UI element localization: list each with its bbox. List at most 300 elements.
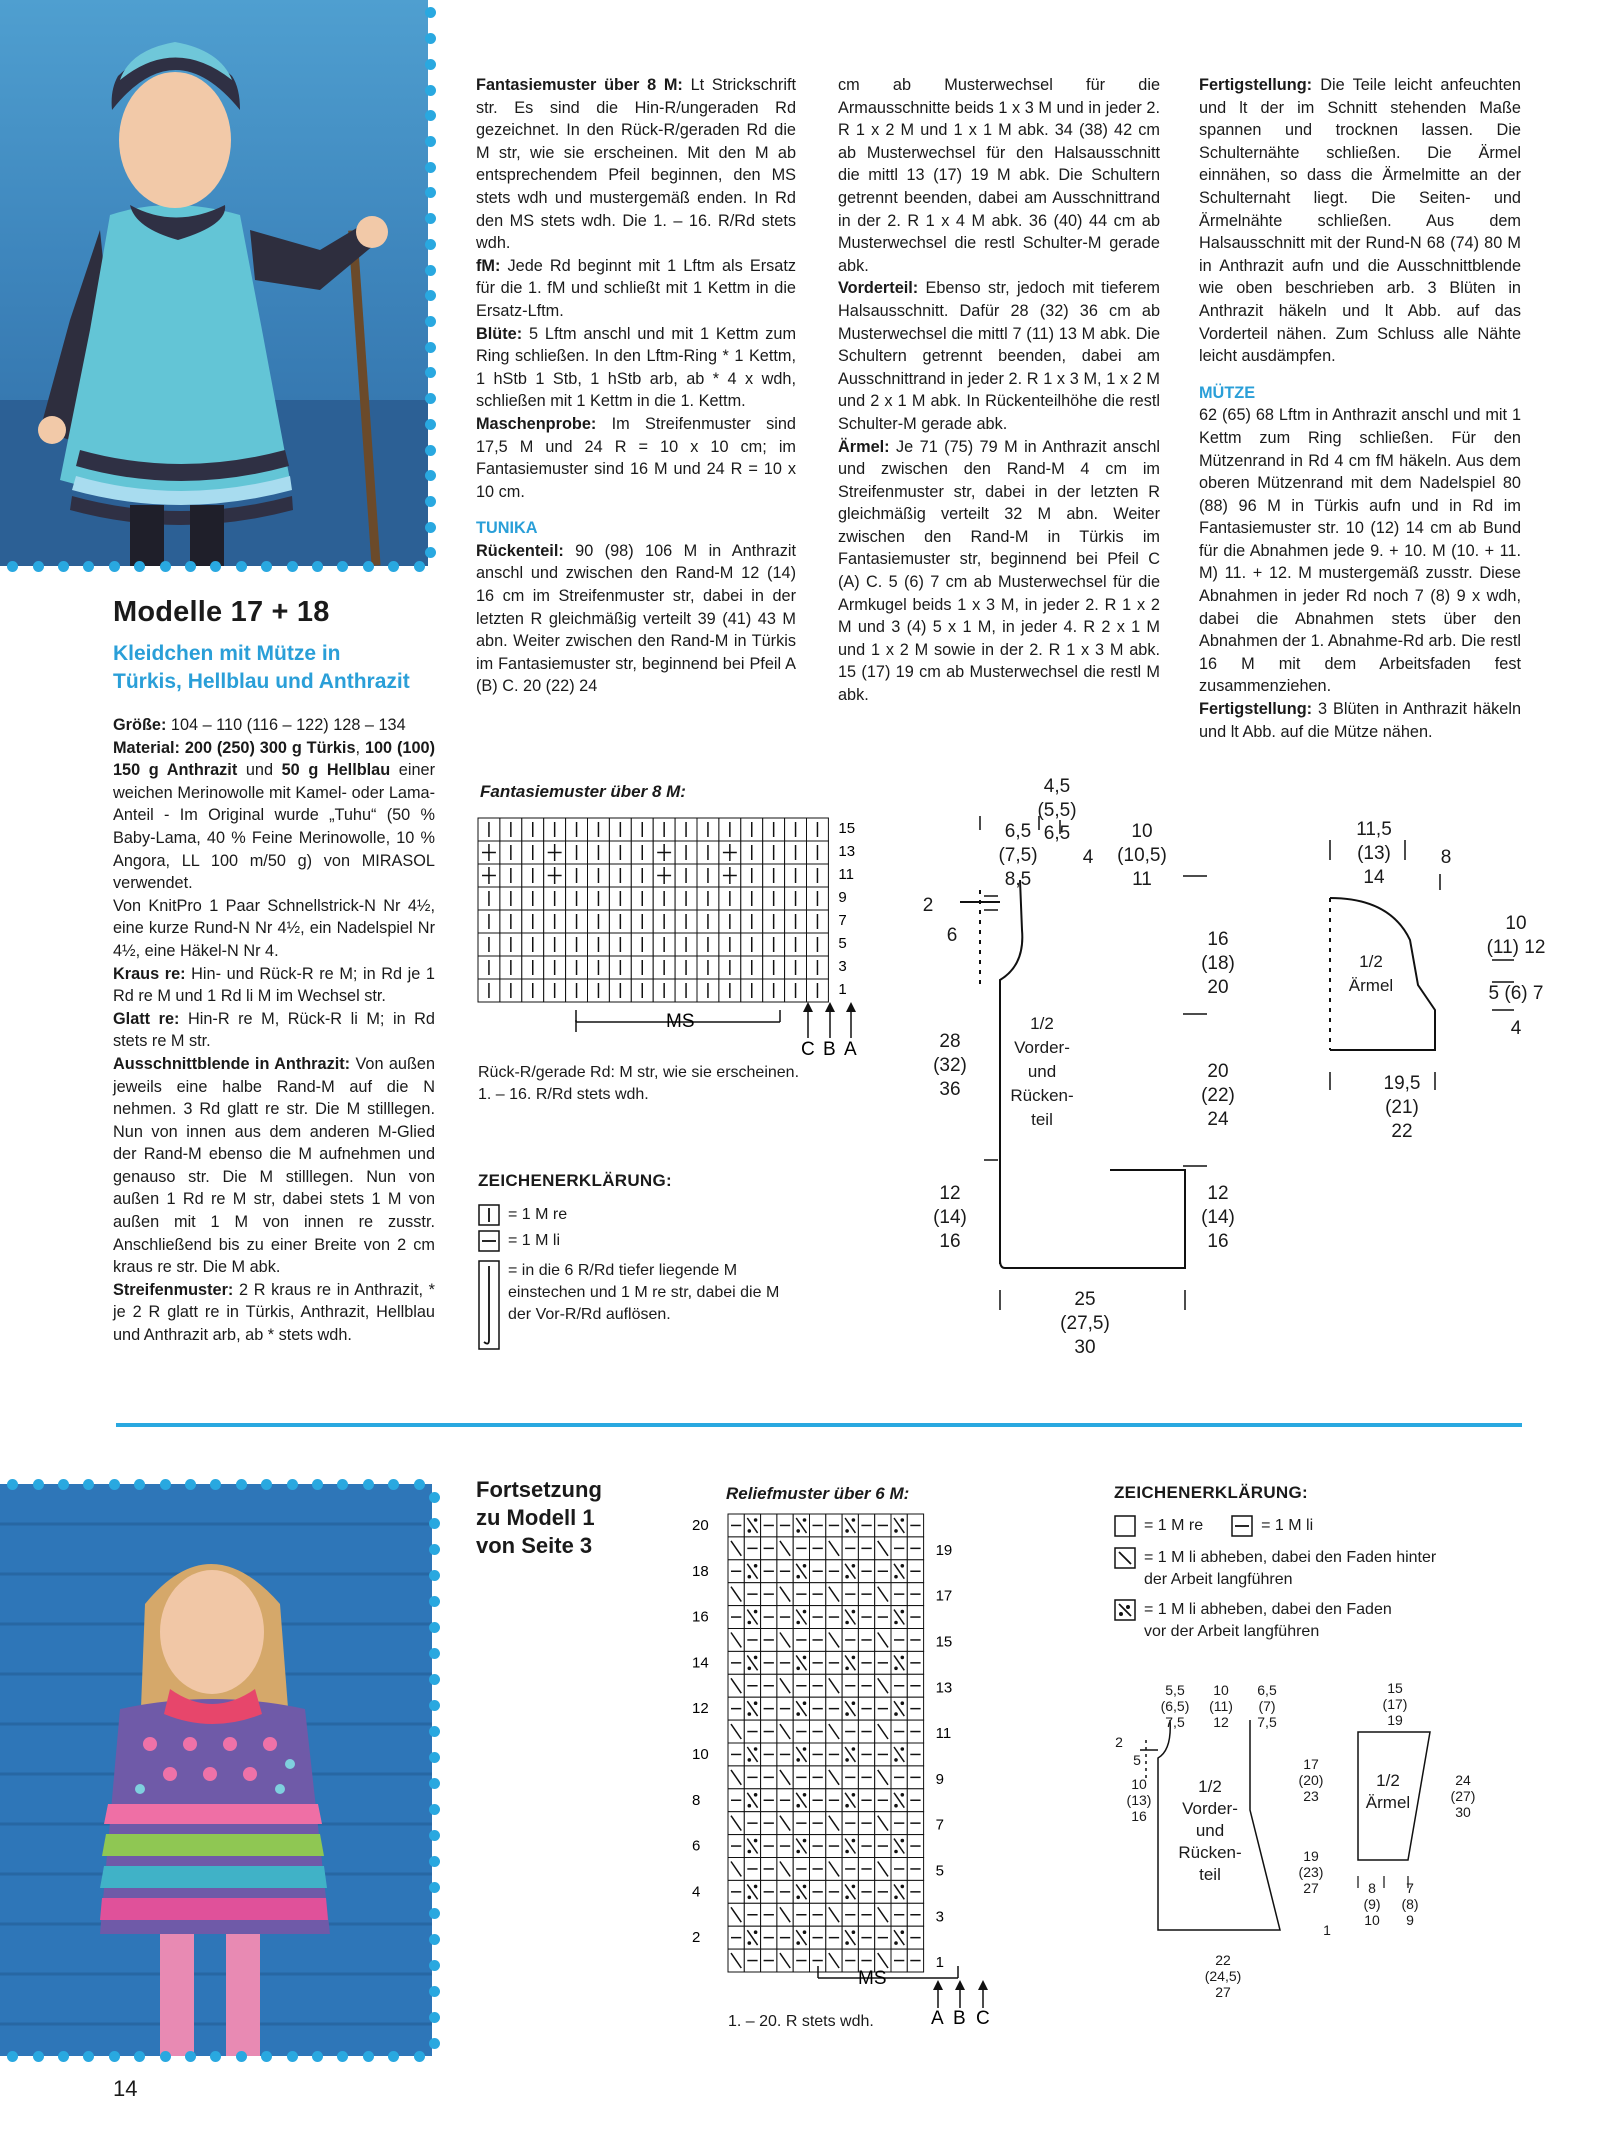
schema2-label-a: 1/2	[1359, 952, 1383, 971]
photo-girl-tunic	[0, 0, 428, 566]
aermel-label: Ärmel:	[838, 437, 890, 456]
chart1-arrow-a	[846, 1002, 856, 1038]
chart2-cell	[793, 1926, 809, 1949]
chart2-cell	[842, 1720, 858, 1743]
legend1	[478, 1202, 838, 1350]
bluete-text: 5 Lftm anschl und mit 1 Kettm zum Ring schließen. In den Lftm-Ring * 1 Kettm, 1 hStb 1 Stb, 1 hStb arb, ab * 4 x wdh, schließen mit 1 Kettm in die 1. Kettm.	[476, 324, 797, 411]
chart2-cell	[793, 1514, 809, 1537]
chart1-cell	[675, 887, 697, 910]
continuation-heading	[476, 1476, 602, 1560]
chart2-cell	[793, 1629, 809, 1652]
chart2-cell	[875, 1651, 891, 1674]
chart2-cell	[858, 1697, 874, 1720]
chart2-cell	[858, 1743, 874, 1766]
chart2-cell	[777, 1903, 793, 1926]
chart1-cell	[653, 933, 675, 956]
schema2-cap-b: (11) 12	[1486, 937, 1546, 958]
chart1-row-label: 9	[838, 889, 847, 906]
chart2-cell	[858, 1858, 874, 1881]
schema1-body-c: 36	[939, 1079, 961, 1100]
chart1-cell	[566, 979, 588, 1002]
chart1-cell	[653, 864, 675, 887]
chart2-right-label: 3	[935, 1908, 944, 1926]
chart2-cell	[761, 1858, 777, 1881]
chart2-cell	[858, 1674, 874, 1697]
chart2-cell	[858, 1720, 874, 1743]
schema1-side-a: 20	[1207, 1061, 1229, 1082]
chart2-cell	[744, 1583, 760, 1606]
ruecken-paragraph	[476, 540, 796, 698]
chart2-cell	[907, 1651, 923, 1674]
chart1-cell	[500, 841, 522, 864]
chart2-left-label: 4	[692, 1883, 701, 1901]
chart2-left-label: 14	[692, 1654, 709, 1672]
chart2-cell	[761, 1789, 777, 1812]
continuation-line2: zu Modell 1	[476, 1505, 595, 1530]
chart2-cell	[826, 1583, 842, 1606]
chart1-cell	[807, 979, 829, 1002]
chart2-cell	[842, 1537, 858, 1560]
chart2-cell	[761, 1720, 777, 1743]
schema1-hem-right	[1196, 1182, 1240, 1254]
chart2-arrow-b-label: B	[953, 2008, 966, 2029]
chart2-cell	[810, 1697, 826, 1720]
chart2-cell	[907, 1880, 923, 1903]
chart2-cell	[858, 1537, 874, 1560]
chart2-cell	[907, 1560, 923, 1583]
legend2-title: ZEICHENERKLÄRUNG:	[1114, 1483, 1308, 1502]
schema3-b1	[1198, 1952, 1248, 2000]
chart2-cell	[842, 1629, 858, 1652]
chart2-cell	[907, 1606, 923, 1629]
chart1-cell	[719, 818, 741, 841]
legend2-behind-text	[1144, 1547, 1436, 1591]
chart1-cell	[785, 841, 807, 864]
schema3-center	[1170, 1776, 1250, 1886]
schema1-top	[1035, 775, 1079, 823]
schema3-b1c: 27	[1215, 1984, 1231, 2000]
chart2-cell	[891, 1812, 907, 1835]
chart2-left-label: 20	[692, 1517, 709, 1534]
material-bold-d: 50 g Hellblau	[281, 761, 391, 780]
chart2-cell	[761, 1629, 777, 1652]
chart2-cell	[907, 1812, 923, 1835]
schema4-t1	[1380, 1680, 1410, 1728]
legend1-title: ZEICHENERKLÄRUNG:	[478, 1171, 672, 1190]
chart2-cell	[810, 1789, 826, 1812]
legend2-front-2: vor der Arbeit langführen	[1144, 1623, 1320, 1640]
chart2-cell	[777, 1766, 793, 1789]
chart2-cell	[826, 1674, 842, 1697]
chart1-cell	[763, 933, 785, 956]
schema3-t1b: (6,5)	[1160, 1698, 1190, 1714]
schema3-r1a: 17	[1303, 1756, 1319, 1772]
schema1-width-b: (27,5)	[1060, 1313, 1110, 1334]
chart2-left-label: 18	[692, 1562, 709, 1580]
chart2-cell	[728, 1949, 744, 1972]
chart1-cell	[675, 933, 697, 956]
vorder-label: Vorderteil:	[838, 279, 919, 298]
schema2-side-b: 4	[1510, 1018, 1522, 1039]
ruecken-text: 90 (98) 106 M in Anthrazit anschl und zwischen den Rand-M 12 (14) 16 cm im Streifenmuster str, dabei in der letzten R gleichmäßig verteilt 39 (41) 43 M abn. Weiter zwischen den Rand-M in Türkis im Fantasiemuster str, beginnend bei Pfeil A (B) C. 20 (22) 24	[476, 541, 796, 696]
bluete-paragraph	[476, 323, 796, 413]
chart2-left-label: 6	[692, 1837, 701, 1855]
chart2-arrow-a-label: A	[931, 2008, 944, 2029]
fertig-label: Fertigstellung:	[1199, 76, 1313, 94]
chart2-cell	[875, 1835, 891, 1858]
chart1-cell	[631, 956, 653, 979]
chart2-cell	[728, 1651, 744, 1674]
chart2-cell	[907, 1835, 923, 1858]
chart1-cell	[785, 933, 807, 956]
chart1-cell	[741, 864, 763, 887]
schema2-top-b: (13)	[1357, 843, 1391, 864]
chart1-cell	[631, 910, 653, 933]
chart2-left-label: 16	[692, 1608, 709, 1626]
legend2-row1	[1114, 1513, 1514, 1539]
chart2-cell	[810, 1560, 826, 1583]
chart2-cell	[744, 1766, 760, 1789]
photo-perforation-bottom	[0, 560, 432, 572]
chart2-arrow-c	[978, 1980, 988, 2008]
chart2-cell	[744, 1858, 760, 1881]
schema1-right-c: 11	[1132, 869, 1152, 890]
legend1-item-re	[478, 1202, 838, 1228]
legend2-slip-behind-symbol	[1114, 1547, 1136, 1569]
chart2-cell	[891, 1537, 907, 1560]
chart1-cell	[653, 910, 675, 933]
chart2-cell	[875, 1697, 891, 1720]
chart2-cell	[793, 1537, 809, 1560]
chart2-cell	[728, 1880, 744, 1903]
schema3-center-c: und	[1195, 1821, 1225, 1840]
chart2-cell	[793, 1697, 809, 1720]
chart2-cell	[810, 1903, 826, 1926]
chart2-left-label: 10	[692, 1746, 709, 1763]
chart2-cell	[744, 1629, 760, 1652]
chart2-cell	[858, 1606, 874, 1629]
chart1-cell	[675, 956, 697, 979]
fm-paragraph	[476, 255, 796, 323]
chart1-cell	[653, 979, 675, 1002]
chart1-note	[478, 1062, 898, 1106]
chart1-cell	[478, 956, 500, 979]
chart1-cell	[522, 910, 544, 933]
schema1-hem-lc: 16	[939, 1231, 961, 1252]
schema3-r2	[1296, 1848, 1326, 1896]
chart2-note: 1. – 20. R stets wdh.	[728, 2013, 874, 2030]
chart2-cell	[842, 1789, 858, 1812]
chart2-cell	[875, 1720, 891, 1743]
chart2-cell	[761, 1514, 777, 1537]
chart2-cell	[826, 1651, 842, 1674]
schema1-left-b: (7,5)	[998, 845, 1038, 866]
glatt-text: Hin-R re M, Rück-R li M; in Rd stets re M str.	[113, 1009, 435, 1051]
schema1-left-a: 6,5	[1004, 821, 1032, 842]
schema3-r1	[1296, 1756, 1326, 1804]
tunika-heading: TUNIKA	[476, 519, 538, 538]
chart2-cell	[858, 1926, 874, 1949]
chart1-cell	[631, 933, 653, 956]
chart2-cell	[793, 1743, 809, 1766]
schema1-hem-rb: (14)	[1201, 1207, 1235, 1228]
fanta-label: Fantasiemuster über 8 M:	[476, 76, 683, 94]
chart1-cell	[609, 956, 631, 979]
chart1-cell	[478, 864, 500, 887]
schema4-b1c: 10	[1364, 1912, 1380, 1928]
chart1-cell	[478, 910, 500, 933]
schema1-side	[1196, 1060, 1240, 1132]
chart1-cell	[478, 887, 500, 910]
chart2-cell	[826, 1789, 842, 1812]
chart2-cell	[761, 1583, 777, 1606]
schema4-t1c: 19	[1387, 1712, 1403, 1728]
chart1-cell	[785, 818, 807, 841]
groesse-label: Größe:	[113, 716, 167, 734]
muetze-paragraph: 62 (65) 68 Lftm in Anthrazit anschl und mit 1 Kettm zum Ring schließen. Für den Mützenrand in Rd 4 cm fM häkeln. Aus dem oberen Mützenrand mit dem Nadelspiel 80 (88) 96 M in Türkis aufn und in Rd im Fantasiemuster str. 10 (12) 14 cm ab Bund für die Abnahmen jede 9. + 10. M (10. + 11. M) 11. + 12. M mustergemäß zusstr. Diese Abnahmen in jeder Rd noch 7 (8) 9 x wdh, dabei die Abnahmen stets über den Abnahmen der 1. Abnahme-Rd arb. Die restl 16 M mit dem Arbeitsfaden fest zusammenziehen.	[1199, 406, 1521, 696]
chart1-cell	[653, 841, 675, 864]
chart2-cell	[826, 1514, 842, 1537]
chart1-cell	[719, 887, 741, 910]
chart1-cell	[741, 956, 763, 979]
schema4-label-a: 1/2	[1376, 1771, 1400, 1790]
chart2-cell	[907, 1537, 923, 1560]
chart2-cell	[858, 1812, 874, 1835]
chart2-cell	[761, 1560, 777, 1583]
chart2-cell	[761, 1926, 777, 1949]
schema1-top-a: 4,5	[1043, 776, 1071, 797]
chart2-cell	[891, 1789, 907, 1812]
fanta-text: Lt Strickschrift str. Es sind die Hin-R/ungeraden Rd gezeichnet. In den Rück-R/geraden Rd die M str, wie sie erscheinen. Mit den M ab entsprechendem Pfeil beginnen, den MS stets wdh und mustergemäß enden. In Rd den MS stets wdh. Die 1. – 16. R/Rd stets wdh.	[476, 76, 796, 253]
aermel-paragraph	[838, 436, 1160, 707]
chart2-cell	[728, 1606, 744, 1629]
chart1-arrow-a-label: A	[844, 1039, 857, 1060]
chart2-cell	[777, 1835, 793, 1858]
chart1-cell	[741, 841, 763, 864]
chart2-cell	[875, 1560, 891, 1583]
photo2-perforation-right	[428, 1484, 440, 2056]
chart2-cell	[842, 1514, 858, 1537]
schema1-arm	[1196, 928, 1240, 1000]
legend2-knit-symbol	[1114, 1515, 1136, 1537]
chart2-cell	[875, 1880, 891, 1903]
chart2-cell	[777, 1697, 793, 1720]
chart2-cell	[728, 1720, 744, 1743]
schema3-r2c: 27	[1303, 1880, 1319, 1896]
schema2-label	[1336, 950, 1406, 998]
chart2-right-label: 13	[935, 1679, 953, 1697]
chart1-cell	[478, 818, 500, 841]
chart1-cell	[544, 979, 566, 1002]
schema2-bottom-c: 22	[1391, 1121, 1413, 1142]
schema2-top-c: 14	[1363, 867, 1385, 888]
chart2-cell	[777, 1949, 793, 1972]
chart2-cell	[728, 1858, 744, 1881]
chart2-right-label: 5	[935, 1862, 944, 1880]
chart1-cell	[697, 979, 719, 1002]
chart2-cell	[777, 1789, 793, 1812]
chart2-cell	[728, 1903, 744, 1926]
chart2-right-label: 15	[935, 1633, 953, 1651]
chart1-cell	[522, 864, 544, 887]
chart2-cell	[744, 1903, 760, 1926]
legend2-front-text	[1144, 1599, 1392, 1643]
chart2-cell	[777, 1674, 793, 1697]
maschen-label: Maschenprobe:	[476, 414, 597, 433]
fm-text: Jede Rd beginnt mit 1 Lftm als Ersatz für die 1. fM und schließt mit 1 Kettm in die Ersatz-Lftm.	[476, 256, 796, 320]
chart2-cell	[891, 1606, 907, 1629]
chart1-cell	[566, 910, 588, 933]
schema4-label	[1358, 1770, 1418, 1814]
schema3-r2a: 19	[1303, 1848, 1319, 1864]
chart1-cell	[763, 979, 785, 1002]
chart1-cell	[741, 818, 763, 841]
chart2-cell	[907, 1514, 923, 1537]
chart1-cell	[500, 910, 522, 933]
chart2-cell	[793, 1835, 809, 1858]
legend2	[1114, 1513, 1514, 1643]
chart2-cell	[826, 1766, 842, 1789]
schema1-width	[1045, 1288, 1125, 1360]
schema4-t1a: 15	[1387, 1680, 1403, 1696]
material-paragraph	[113, 737, 435, 895]
chart2-cell	[761, 1606, 777, 1629]
chart2-cell	[777, 1926, 793, 1949]
schema3-r1c: 23	[1303, 1788, 1319, 1804]
schema1-hem-lb: (14)	[933, 1207, 967, 1228]
chart2-cell	[826, 1720, 842, 1743]
chart2-cell	[728, 1583, 744, 1606]
chart2-cell	[810, 1766, 826, 1789]
schema3-t1c: 7,5	[1165, 1714, 1185, 1730]
chart1-arrow-b-label: B	[823, 1039, 836, 1060]
legend2-purl-symbol	[1231, 1515, 1253, 1537]
chart1-cell	[609, 818, 631, 841]
chart2-cell	[761, 1903, 777, 1926]
chart2-cell	[907, 1903, 923, 1926]
schema4-b1	[1360, 1880, 1384, 1928]
chart1-cell	[566, 956, 588, 979]
chart1-cell	[500, 887, 522, 910]
chart2-cell	[875, 1583, 891, 1606]
chart2-cell	[891, 1949, 907, 1972]
chart2-cell	[842, 1606, 858, 1629]
maschen-text: Im Streifenmuster sind 17,5 M und 24 R = 10 x 10 cm; im Fantasiemuster sind 16 M und 24 R = 10 x 10 cm.	[476, 414, 796, 501]
schema1-width-a: 25	[1074, 1289, 1096, 1310]
chart2-cell	[793, 1606, 809, 1629]
chart1-note1: Rück-R/gerade Rd: M str, wie sie erscheinen.	[478, 1064, 800, 1081]
chart2-cell	[777, 1880, 793, 1903]
chart2-cell	[842, 1560, 858, 1583]
schema3-t1a: 5,5	[1165, 1682, 1185, 1698]
schema3-center-d: Rücken-	[1178, 1843, 1242, 1862]
schema1-neck-left: 2	[922, 895, 934, 916]
chart2-cell	[793, 1880, 809, 1903]
chart2-cell	[891, 1903, 907, 1926]
schema1-hem-ra: 12	[1207, 1183, 1229, 1204]
chart2-cell	[777, 1537, 793, 1560]
chart2-cell	[793, 1812, 809, 1835]
chart1-cell	[675, 818, 697, 841]
chart2-cell	[842, 1926, 858, 1949]
chart1-cell	[544, 887, 566, 910]
chart1-cell	[785, 956, 807, 979]
chart2-arrow-b	[955, 1980, 965, 2008]
schema4-b1a: 8	[1368, 1880, 1376, 1896]
chart2-cell	[793, 1789, 809, 1812]
chart1-row-label: 5	[838, 935, 847, 952]
chart2-arrow-c-label: C	[976, 2008, 990, 2029]
chart2-cell	[891, 1880, 907, 1903]
ausschnitt-paragraph	[113, 1053, 435, 1279]
chart2-cell	[891, 1697, 907, 1720]
legend1-item-li	[478, 1228, 838, 1254]
fertig2-label: Fertigstellung:	[1199, 700, 1313, 719]
chart2-cell	[875, 1903, 891, 1926]
schema2-bottom-a: 19,5	[1383, 1073, 1421, 1094]
chart1-cell	[785, 864, 807, 887]
schema2-top	[1352, 818, 1396, 890]
continuation-line3: von Seite 3	[476, 1533, 593, 1558]
chart2-cell	[858, 1514, 874, 1537]
chart2-cell	[777, 1514, 793, 1537]
chart2-cell	[810, 1606, 826, 1629]
kraus-label: Kraus re:	[113, 964, 186, 983]
groesse-paragraph	[113, 714, 435, 737]
schema1-center-e: teil	[1031, 1110, 1053, 1129]
chart2-cell	[793, 1583, 809, 1606]
chart1-cell	[697, 864, 719, 887]
material-label: Material: 200 (250) 300 g Türkis	[113, 738, 356, 757]
schema4-r1c: 30	[1455, 1804, 1471, 1820]
chart1-cell	[807, 864, 829, 887]
chart2-cell	[793, 1949, 809, 1972]
chart2-right-label: 9	[935, 1770, 944, 1788]
chart2-right-label: 19	[935, 1541, 953, 1559]
chart2-cell	[728, 1926, 744, 1949]
chart2-cell	[744, 1880, 760, 1903]
chart2-cell	[810, 1651, 826, 1674]
chart1-cell	[631, 864, 653, 887]
chart1-cell	[807, 841, 829, 864]
legend-knit-symbol	[478, 1204, 500, 1226]
chart2-cell	[891, 1835, 907, 1858]
schema4-b2c: 9	[1406, 1912, 1414, 1928]
chart2-cell	[744, 1926, 760, 1949]
chart2-cell	[761, 1697, 777, 1720]
chart2-cell	[891, 1514, 907, 1537]
chart2-cell	[777, 1651, 793, 1674]
chart2-cell	[891, 1674, 907, 1697]
chart2-cell	[777, 1812, 793, 1835]
chart1-arrow-c	[803, 1002, 813, 1038]
schema3-l3a: 10	[1131, 1776, 1147, 1792]
chart1-cell	[785, 979, 807, 1002]
glatt-label: Glatt re:	[113, 1009, 180, 1028]
chart1-cell	[763, 910, 785, 933]
ausschnitt-text: Von außen jeweils eine halbe Rand-M auf die N nehmen. 3 Rd glatt re str. Die M stilllegen. Nun von innen aus dem anderen M-Glied der Rand-M ebenso die M aufnehmen und genauso str. Die M stilllegen. Nun von außen 1 Rd re M str, dabei stets 1 M von außen mit 1 M von innen re zusstr. Anschließend bis zu einer Breite von 2 cm kraus re str. Die M abk.	[113, 1054, 436, 1277]
chart2-cell	[842, 1651, 858, 1674]
chart2-cell	[907, 1720, 923, 1743]
schema1-width-c: 30	[1074, 1337, 1096, 1358]
chart1-row-label: 7	[838, 912, 847, 929]
model-subtitle-line2: Türkis, Hellblau und Anthrazit	[113, 670, 410, 693]
chart2-cell	[744, 1949, 760, 1972]
chart1-cell	[785, 910, 807, 933]
chart2-cell	[744, 1537, 760, 1560]
chart2-cell	[744, 1514, 760, 1537]
schema3-center-b: Vorder-	[1182, 1799, 1238, 1818]
